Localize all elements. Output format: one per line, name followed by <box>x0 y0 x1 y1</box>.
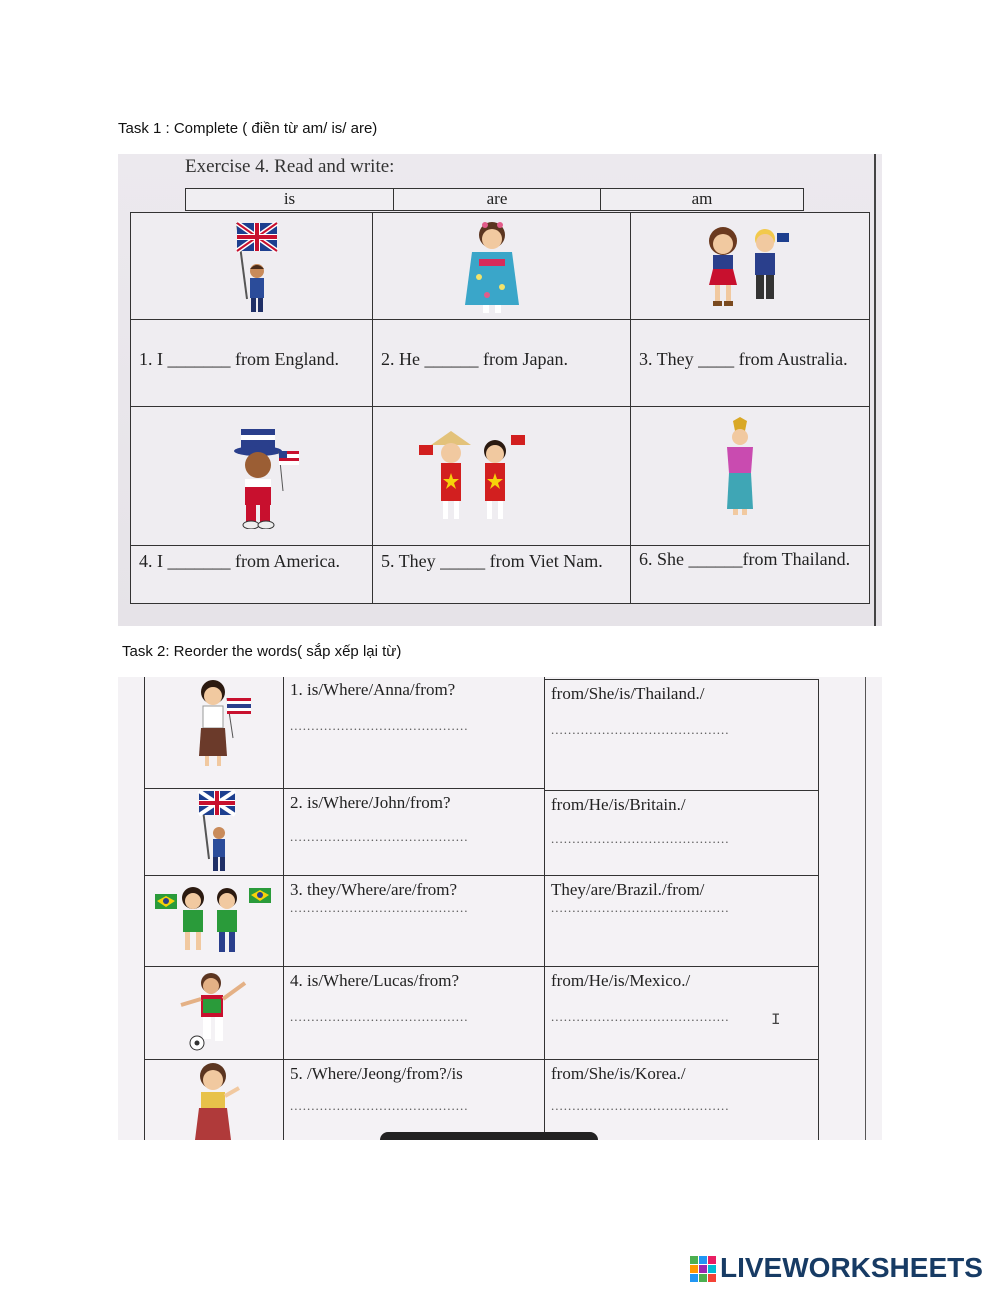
word-are: are <box>393 188 601 211</box>
dotted-line: .......................................... <box>551 1098 730 1113</box>
exercise-photo-2 <box>118 677 882 1140</box>
question-cell-5 <box>283 1059 545 1140</box>
picture-cell-vietnam <box>372 406 631 546</box>
boy-playing-football-icon <box>175 969 259 1057</box>
liveworksheets-logo <box>690 1250 990 1286</box>
scrambled-5: from/She/is/Korea./ <box>551 1064 686 1083</box>
boy-with-uk-flag-icon <box>223 219 283 315</box>
dotted-line: .......................................... <box>551 900 730 915</box>
photo-edge-line <box>865 677 866 1140</box>
word-am: am <box>600 188 804 211</box>
word-is: is <box>185 188 394 211</box>
dotted-line: .......................................... <box>551 1009 730 1024</box>
picture-cell-thailand <box>630 406 870 546</box>
boy-uk-flag-icon <box>195 789 245 875</box>
picture-cell-lucas <box>144 966 284 1060</box>
girl-thai-dress-icon <box>715 417 765 521</box>
scrambled-1: from/She/is/Thailand./ <box>551 684 705 703</box>
exercise-grid <box>130 212 870 604</box>
question-1: 1. is/Where/Anna/from? <box>290 680 456 699</box>
logo-text: LIVEWORKSHEETS <box>720 1252 983 1283</box>
two-kids-australia-icon <box>693 219 793 311</box>
girl-korean-hanbok-icon <box>185 1060 245 1140</box>
girl-in-kimono-icon <box>457 217 527 317</box>
dotted-line: .......................................... <box>290 900 469 915</box>
two-kids-vietnam-icon <box>415 423 535 527</box>
picture-cell-jeong <box>144 1059 284 1140</box>
question-cell-2 <box>283 788 545 876</box>
boy-uncle-sam-hat-icon <box>221 421 307 529</box>
dotted-line: .......................................... <box>290 829 469 844</box>
dotted-line: .......................................... <box>290 718 469 733</box>
word-bank <box>185 188 805 210</box>
question-5: 5. /Where/Jeong/from?/is <box>290 1064 463 1083</box>
sentence-4: 4. I _______ from America. <box>139 551 340 571</box>
sentence-cell-5 <box>372 545 631 604</box>
answer-cell-5 <box>544 1059 819 1140</box>
two-kids-brazil-flags-icon <box>153 880 277 960</box>
photo-edge-line <box>874 154 876 626</box>
question-cell-1 <box>283 677 545 789</box>
phone-home-indicator <box>380 1132 598 1140</box>
question-2: 2. is/Where/John/from? <box>290 793 451 812</box>
dotted-line: .......................................... <box>290 1098 469 1113</box>
dotted-line: .......................................... <box>551 831 730 846</box>
answer-cell-4 <box>544 966 819 1060</box>
sentence-cell-6 <box>630 545 870 604</box>
task2-title: Task 2: Reorder the words( sắp xếp lại từ) <box>122 643 402 660</box>
logo-blocks-icon <box>690 1256 716 1282</box>
sentence-cell-1 <box>130 319 373 407</box>
picture-cell-england <box>130 212 373 320</box>
sentence-6: 6. She ______from Thailand. <box>639 549 851 569</box>
answer-cell-3 <box>544 875 819 967</box>
answer-cell-2 <box>544 790 819 876</box>
text-cursor-icon: I <box>771 1011 781 1029</box>
question-cell-4 <box>283 966 545 1060</box>
sentence-1: 1. I _______ from England. <box>139 349 339 369</box>
picture-cell-japan <box>372 212 631 320</box>
sentence-5: 5. They _____ from Viet Nam. <box>381 551 603 571</box>
question-cell-3 <box>283 875 545 967</box>
dotted-line: .......................................... <box>551 722 730 737</box>
sentence-2: 2. He ______ from Japan. <box>381 349 568 369</box>
picture-cell-america <box>130 406 373 546</box>
picture-cell-australia <box>630 212 870 320</box>
scrambled-3: They/are/Brazil./from/ <box>551 880 705 899</box>
task1-title: Task 1 : Complete ( điền từ am/ is/ are) <box>118 120 378 137</box>
girl-thai-flag-icon <box>189 678 259 770</box>
question-4: 4. is/Where/Lucas/from? <box>290 971 459 990</box>
sentence-3: 3. They ____ from Australia. <box>639 349 848 369</box>
picture-cell-john <box>144 788 284 876</box>
scrambled-4: from/He/is/Mexico./ <box>551 971 691 990</box>
dotted-line: .......................................... <box>290 1009 469 1024</box>
exercise-title: Exercise 4. Read and write: <box>185 156 395 177</box>
picture-cell-anna <box>144 677 284 789</box>
sentence-cell-4 <box>130 545 373 604</box>
scrambled-2: from/He/is/Britain./ <box>551 795 686 814</box>
picture-cell-brazil <box>144 875 284 967</box>
sentence-cell-2 <box>372 319 631 407</box>
question-3: 3. they/Where/are/from? <box>290 880 458 899</box>
answer-cell-1 <box>544 679 819 791</box>
exercise-photo-1 <box>118 154 882 626</box>
sentence-cell-3 <box>630 319 870 407</box>
